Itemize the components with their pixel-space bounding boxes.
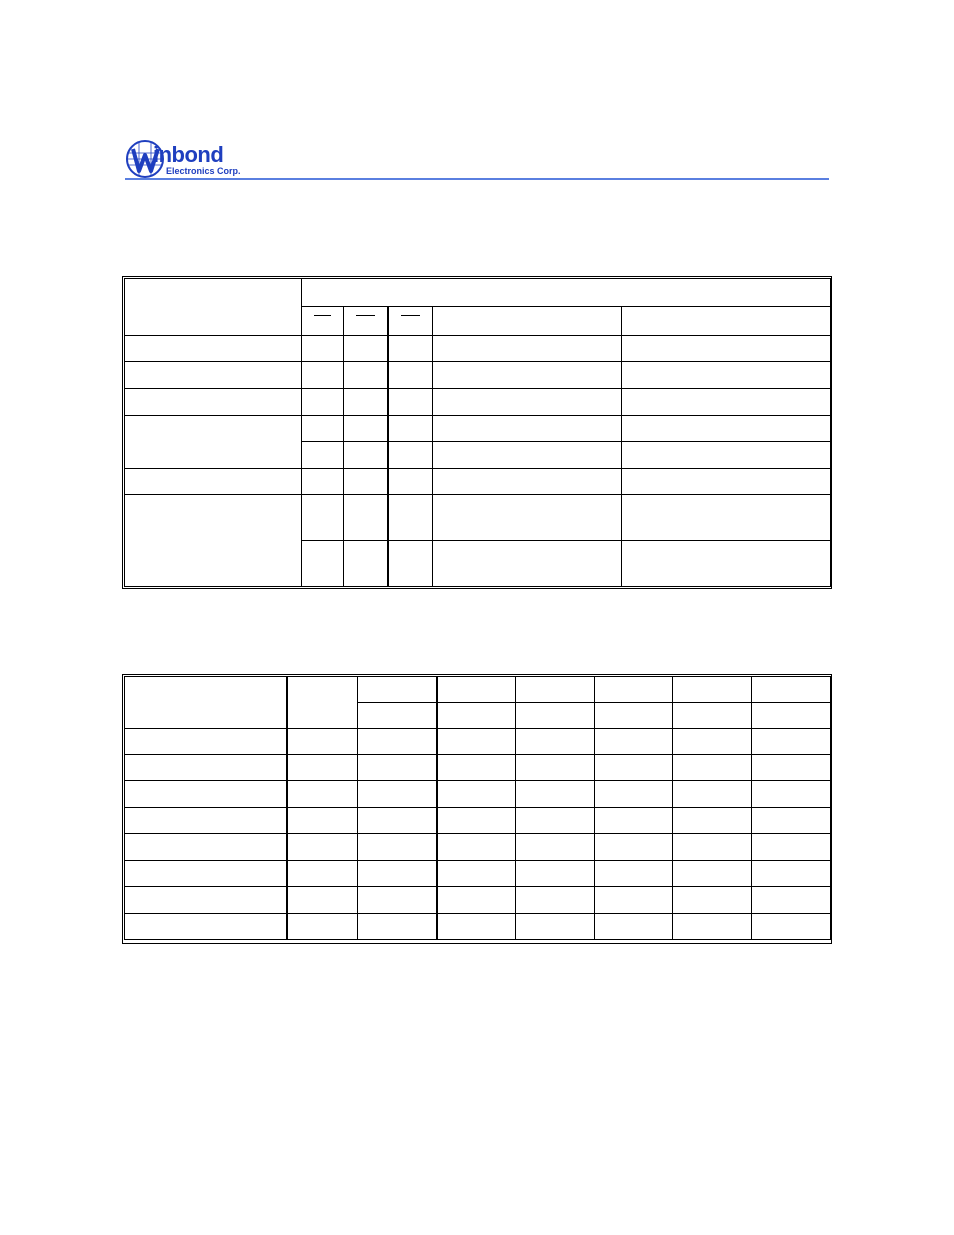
table-cell	[516, 914, 595, 940]
table-cell	[302, 469, 344, 495]
table-cell	[287, 834, 358, 861]
table-cell	[516, 834, 595, 861]
overbar-mark	[356, 315, 375, 316]
table-cell	[622, 469, 831, 495]
table-cell	[433, 495, 622, 541]
table-cell	[673, 861, 752, 887]
table-row	[125, 362, 302, 389]
table-cell	[752, 755, 831, 781]
overbar-mark	[314, 315, 331, 316]
table-cell	[388, 541, 433, 587]
table-cell	[437, 781, 516, 808]
table-cell	[287, 808, 358, 834]
overbar-mark	[401, 315, 421, 316]
table-cell	[437, 808, 516, 834]
table-cell	[344, 389, 388, 416]
table-cell	[595, 755, 673, 781]
table-cell	[622, 307, 831, 336]
table-cell	[358, 703, 437, 729]
table-cell	[622, 442, 831, 469]
table-cell	[752, 677, 831, 703]
table-2	[124, 676, 831, 940]
table-cell	[358, 808, 437, 834]
table-cell	[344, 469, 388, 495]
table-cell	[752, 914, 831, 940]
table-row	[125, 279, 302, 336]
table-cell	[433, 336, 622, 362]
table-row	[125, 389, 302, 416]
table-cell	[673, 808, 752, 834]
table-cell	[595, 914, 673, 940]
page-header	[125, 137, 829, 181]
table-cell	[358, 861, 437, 887]
table-cell	[358, 914, 437, 940]
table-cell	[673, 755, 752, 781]
table-cell	[437, 677, 516, 703]
table-cell	[752, 703, 831, 729]
table-cell	[673, 887, 752, 914]
table-cell	[388, 442, 433, 469]
table-cell	[516, 729, 595, 755]
table-cell	[673, 781, 752, 808]
table-cell	[433, 442, 622, 469]
table-cell	[344, 362, 388, 389]
table-cell	[388, 416, 433, 442]
table-cell	[388, 389, 433, 416]
table-cell	[388, 336, 433, 362]
table-cell	[358, 887, 437, 914]
table-cell	[437, 755, 516, 781]
table-row	[125, 336, 302, 362]
table-cell	[752, 781, 831, 808]
table-cell	[595, 703, 673, 729]
table-row	[125, 416, 302, 469]
table-cell	[433, 541, 622, 587]
table-cell	[516, 677, 595, 703]
table-row	[125, 914, 287, 940]
table-cell	[358, 834, 437, 861]
table-cell	[358, 781, 437, 808]
table-cell	[302, 307, 344, 336]
table-cell	[344, 442, 388, 469]
table-cell	[358, 729, 437, 755]
table-cell	[595, 861, 673, 887]
table-cell	[516, 755, 595, 781]
table-row	[125, 677, 287, 729]
table-cell	[437, 703, 516, 729]
table-cell	[595, 729, 673, 755]
table-cell	[287, 861, 358, 887]
table-cell	[388, 469, 433, 495]
table-cell	[287, 677, 358, 729]
table-cell	[673, 914, 752, 940]
table-cell	[433, 389, 622, 416]
table-cell	[752, 808, 831, 834]
table-cell	[388, 362, 433, 389]
table-cell	[344, 307, 388, 336]
table-row	[125, 861, 287, 887]
table-cell	[433, 307, 622, 336]
table-cell	[302, 416, 344, 442]
table-row	[125, 781, 287, 808]
table-cell	[622, 416, 831, 442]
table-cell	[358, 677, 437, 703]
table-cell	[752, 834, 831, 861]
table-cell	[752, 861, 831, 887]
table-cell	[433, 362, 622, 389]
table-cell	[595, 808, 673, 834]
table-cell	[433, 416, 622, 442]
table-cell	[358, 755, 437, 781]
table-cell	[287, 729, 358, 755]
table-cell	[622, 541, 831, 587]
table-cell	[433, 469, 622, 495]
table-cell	[287, 887, 358, 914]
table-row	[125, 834, 287, 861]
table-cell	[673, 834, 752, 861]
table-cell	[516, 781, 595, 808]
table-cell	[437, 861, 516, 887]
table-cell	[622, 362, 831, 389]
table-cell	[388, 307, 433, 336]
table-cell	[673, 703, 752, 729]
table-cell	[302, 541, 344, 587]
header-divider	[125, 178, 829, 180]
table-cell	[287, 914, 358, 940]
table-cell	[344, 336, 388, 362]
table-cell	[595, 834, 673, 861]
table-cell	[595, 887, 673, 914]
table-cell	[595, 677, 673, 703]
table-cell	[516, 861, 595, 887]
table-row	[125, 755, 287, 781]
table-cell	[287, 755, 358, 781]
table-cell	[302, 495, 344, 541]
table-cell	[437, 834, 516, 861]
table-cell	[302, 362, 344, 389]
table-row	[125, 887, 287, 914]
table-cell	[752, 729, 831, 755]
table-cell	[344, 495, 388, 541]
table-cell	[622, 389, 831, 416]
table-cell	[516, 887, 595, 914]
table-cell	[344, 541, 388, 587]
table-cell	[516, 808, 595, 834]
table-cell	[437, 887, 516, 914]
table-cell	[437, 914, 516, 940]
table-cell	[752, 887, 831, 914]
table-cell	[388, 495, 433, 541]
table-cell	[287, 781, 358, 808]
winbond-logo-text: inbond	[153, 142, 224, 167]
table-cell	[673, 677, 752, 703]
table-cell	[622, 336, 831, 362]
table-row	[125, 495, 302, 587]
table-cell	[622, 495, 831, 541]
table-cell	[437, 729, 516, 755]
table-cell	[344, 416, 388, 442]
table-cell	[302, 442, 344, 469]
winbond-logo-subtitle: Electronics Corp.	[166, 166, 241, 176]
table-1	[124, 278, 831, 587]
table-row	[125, 729, 287, 755]
table-cell	[302, 389, 344, 416]
table-cell	[302, 279, 831, 307]
table-cell	[302, 336, 344, 362]
table-cell	[595, 781, 673, 808]
table-cell	[516, 703, 595, 729]
table-cell	[673, 729, 752, 755]
table-row	[125, 808, 287, 834]
table-row	[125, 469, 302, 495]
